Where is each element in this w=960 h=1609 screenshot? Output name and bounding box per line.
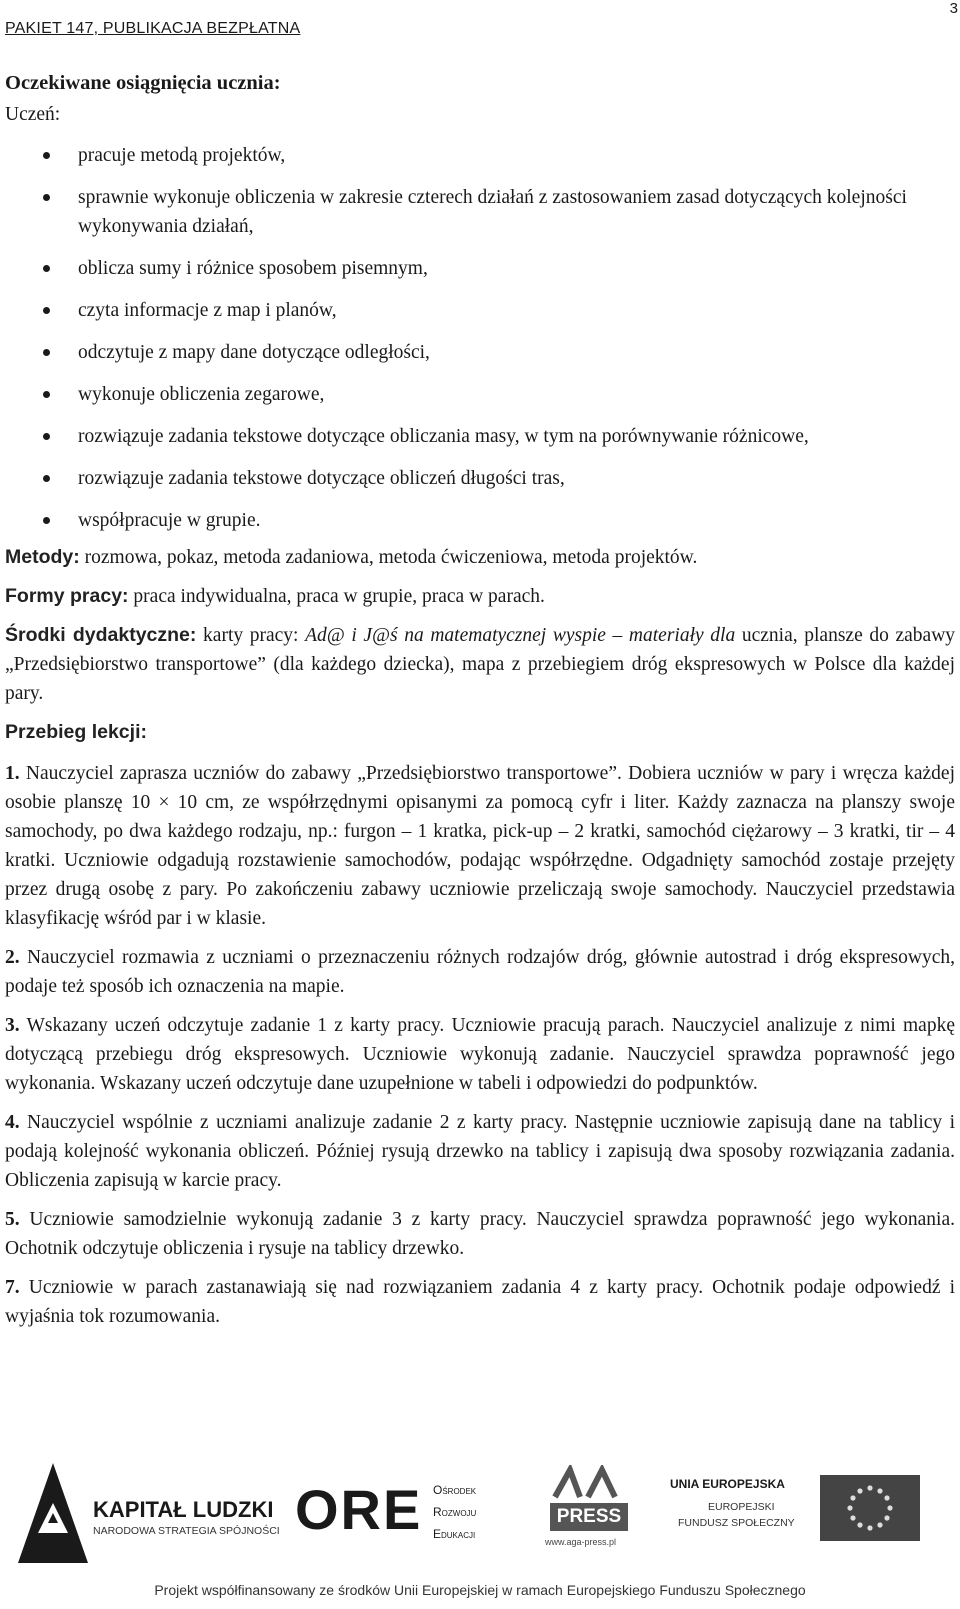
page-number: 3 bbox=[949, 0, 958, 17]
document-body bbox=[5, 68, 955, 1341]
logo2-line1: Ośrodek bbox=[433, 1483, 477, 1497]
step-number: 1. bbox=[5, 763, 20, 784]
logo2-line2: Rozwoju bbox=[433, 1505, 477, 1519]
list-item: rozwiązuje zadania tekstowe dotyczące obliczeń długości tras, bbox=[5, 464, 955, 493]
aga-mark-icon bbox=[550, 1465, 620, 1500]
methods-paragraph bbox=[5, 543, 955, 572]
forms-label: Formy pracy: bbox=[5, 585, 129, 607]
logo4-line1: UNIA EUROPEJSKA bbox=[670, 1477, 785, 1491]
list-item: współpracuje w grupie. bbox=[5, 506, 955, 535]
aga-press-logo bbox=[535, 1465, 645, 1560]
lesson-step bbox=[5, 1205, 955, 1263]
list-item: czyta informacje z map i planów, bbox=[5, 296, 955, 325]
logo1-title: KAPITAŁ LUDZKI bbox=[93, 1497, 274, 1522]
step-text: Uczniowie samodzielnie wykonują zadanie 3 z karty pracy. Nauczyciel sprawdza poprawność jego wykonania. Ochotnik odczytuje obliczenia i rysuje na tablicy drzewko. bbox=[5, 1209, 956, 1259]
methods-text: rozmowa, pokaz, metoda zadaniowa, metoda ćwiczeniowa, metoda projektów. bbox=[84, 547, 698, 568]
list-item: rozwiązuje zadania tekstowe dotyczące obliczania masy, w tym na porównywanie różnicowe, bbox=[5, 422, 955, 451]
list-item: pracuje metodą projektów, bbox=[5, 141, 955, 170]
lesson-title: Przebieg lekcji: bbox=[5, 721, 147, 743]
ore-logo bbox=[295, 1469, 495, 1559]
lesson-step bbox=[5, 1011, 955, 1098]
step-text: Nauczyciel rozmawia z uczniami o przeznaczeniu różnych rodzajów dróg, głównie autostrad i dróg ekspresowych, podaje też sposób ich oznaczenia na mapie. bbox=[5, 947, 955, 997]
lesson-step bbox=[5, 759, 955, 933]
logo3-main: PRESS bbox=[550, 1503, 628, 1531]
publication-header: PAKIET 147, PUBLIKACJA BEZPŁATNA bbox=[5, 20, 301, 37]
achievements-list bbox=[5, 141, 955, 535]
logo2-main: ORE bbox=[295, 1478, 423, 1541]
aids-paragraph bbox=[5, 621, 955, 708]
aids-label: Środki dydaktyczne: bbox=[5, 624, 197, 646]
logo3-url: www.aga-press.pl bbox=[545, 1537, 617, 1547]
lesson-step bbox=[5, 1108, 955, 1195]
forms-text: praca indywidualna, praca w grupie, praca w parach. bbox=[133, 586, 545, 607]
logo4-line3: FUNDUSZ SPOŁECZNY bbox=[678, 1517, 795, 1529]
methods-label: Metody: bbox=[5, 546, 80, 568]
achievements-title: Oczekiwane osiągnięcia ucznia: bbox=[5, 72, 281, 94]
aids-text-prefix: karty pracy: bbox=[203, 625, 299, 646]
aids-title: Ad@ i J@ś na matematycznej wyspie – materiały dla bbox=[305, 625, 736, 646]
lesson-step bbox=[5, 1273, 955, 1331]
forms-paragraph bbox=[5, 582, 955, 611]
list-item: wykonuje obliczenia zegarowe, bbox=[5, 380, 955, 409]
step-number: 7. bbox=[5, 1277, 20, 1298]
aids-text-rest: ucznia, plansze do zabawy „Przedsiębiorstwo transportowe” (dla każdego dziecka), mapa z przebiegiem dróg ekspresowych w Polsce dla każdej pary. bbox=[5, 625, 956, 704]
step-text: Uczniowie w parach zastanawiają się nad rozwiązaniem zadania 4 z karty pracy. Ochotnik podaje odpowiedź i wyjaśnia tok rozumowania. bbox=[5, 1277, 956, 1327]
list-item: odczytuje z mapy dane dotyczące odległości, bbox=[5, 338, 955, 367]
eu-flag-icon bbox=[820, 1475, 920, 1541]
step-text: Nauczyciel wspólnie z uczniami analizuje zadanie 2 z karty pracy. Następnie uczniowie zapisują dane na tablicy i podają kolejność wykonania obliczeń. Później rysują drzewko na tablicy i zapisują dwa sposoby rozwiązania zadania. Obliczenia zapisują w karcie pracy. bbox=[5, 1112, 955, 1191]
subject-label: Uczeń: bbox=[5, 104, 61, 125]
step-text: Nauczyciel zaprasza uczniów do zabawy „Przedsiębiorstwo transportowe”. Dobiera uczniów w pary i wręcza każdej osobie planszę 10 × 10 cm, ze współrzędnymi opisanymi za pomocą cyfr i liter. Każdy zaznacza na planszy swoje samochody, po dwa każdego rodzaju, np.: furgon – 1 kratka, pick-up – 2 kratki, samochód ciężarowy – 3 kratki, tir – 4 kratki. Uczniowie odgadują rozstawienie samochodów, podając współrzędne. Odgadnięty samochód zostaje przejęty przez drugą osobę z pary. Po zakończeniu zabawy uczniowie przeliczają swoje samochody. Nauczyciel przedstawia klasyfikację wśród par i w klasie. bbox=[5, 763, 955, 929]
list-item: oblicza sumy i różnice sposobem pisemnym, bbox=[5, 254, 955, 283]
eu-logo bbox=[670, 1475, 940, 1565]
lesson-step bbox=[5, 943, 955, 1001]
step-number: 2. bbox=[5, 947, 20, 968]
step-number: 5. bbox=[5, 1209, 20, 1230]
logo1-subtitle: NARODOWA STRATEGIA SPÓJNOŚCI bbox=[93, 1525, 280, 1537]
step-number: 4. bbox=[5, 1112, 20, 1133]
step-number: 3. bbox=[5, 1015, 20, 1036]
logo2-line3: Edukacji bbox=[433, 1527, 476, 1541]
kapital-ludzki-logo bbox=[18, 1463, 278, 1563]
step-text: Wskazany uczeń odczytuje zadanie 1 z karty pracy. Uczniowie pracują parach. Nauczyciel analizuje z nimi mapkę dotyczącą przebiegu dróg ekspresowych. Uczniowie wykonują zadanie. Nauczyciel sprawdza poprawność jego wykonania. Wskazany uczeń odczytuje dane uzupełnione w tabeli i odpowiedzi do podpunktów. bbox=[5, 1015, 955, 1094]
logo4-line2: EUROPEJSKI bbox=[708, 1501, 775, 1513]
kapital-ludzki-emblem-icon bbox=[18, 1463, 88, 1563]
footer-caption: Projekt współfinansowany ze środków Unii Europejskiej w ramach Europejskiego Funduszu Społecznego bbox=[154, 1582, 806, 1598]
list-item: sprawnie wykonuje obliczenia w zakresie czterech działań z zastosowaniem zasad dotyczących kolejności wykonywania działań, bbox=[5, 183, 955, 241]
